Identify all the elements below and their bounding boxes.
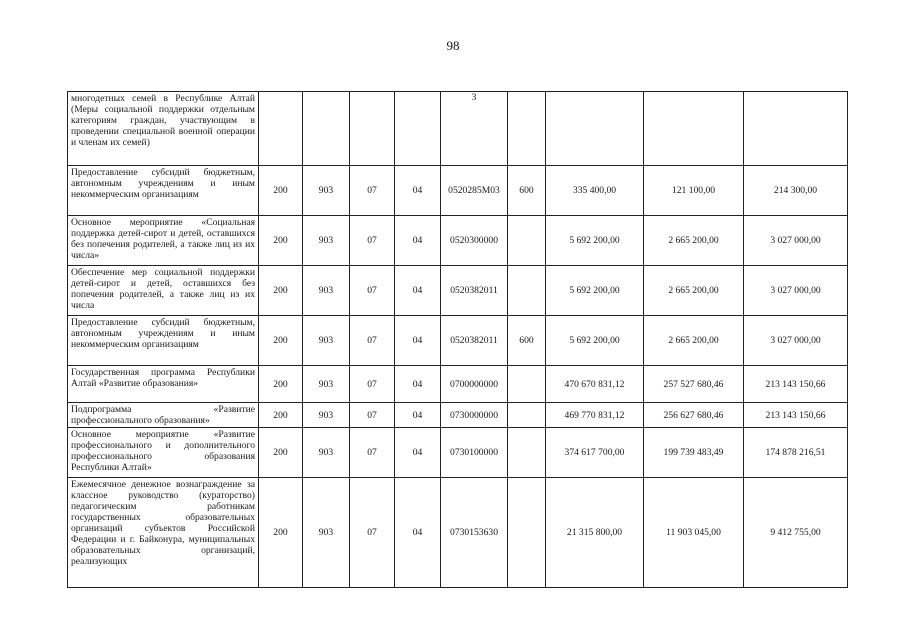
amount-year-2: 2 665 200,00	[644, 216, 744, 266]
subsection-code: 04	[395, 166, 441, 216]
target-code: 3	[441, 92, 508, 166]
amount-year-1	[546, 92, 644, 166]
amount-year-2: 257 527 680,46	[644, 366, 744, 403]
target-code: 0520382011	[441, 316, 508, 366]
amount-year-2: 256 627 680,46	[644, 403, 744, 428]
target-code: 0520382011	[441, 266, 508, 316]
amount-year-3: 213 143 150,66	[744, 366, 848, 403]
amount-year-1: 335 400,00	[546, 166, 644, 216]
amount-year-2: 121 100,00	[644, 166, 744, 216]
amount-year-1: 21 315 800,00	[546, 478, 644, 588]
subsection-code: 04	[395, 216, 441, 266]
amount-year-1: 470 670 831,12	[546, 366, 644, 403]
amount-year-1: 469 770 831,12	[546, 403, 644, 428]
amount-year-1: 5 692 200,00	[546, 216, 644, 266]
table-row	[68, 428, 848, 478]
section-code: 07	[350, 166, 395, 216]
expense-type	[508, 478, 546, 588]
section-code	[350, 92, 395, 166]
table-row	[68, 403, 848, 428]
amount-year-1: 5 692 200,00	[546, 266, 644, 316]
table-row	[68, 316, 848, 366]
expense-type: 600	[508, 316, 546, 366]
subsection-code: 04	[395, 316, 441, 366]
target-code: 0700000000	[441, 366, 508, 403]
section-code: 07	[350, 266, 395, 316]
section-code: 07	[350, 478, 395, 588]
page-number: 98	[446, 38, 460, 53]
admin-code: 200	[259, 403, 303, 428]
amount-year-3: 214 300,00	[744, 166, 848, 216]
ministry-code: 903	[303, 478, 350, 588]
row-name: Обеспечение мер социальной поддержки детей-сирот и детей, оставшихся без попечения родителей, а также лиц из их числа	[68, 266, 259, 316]
ministry-code: 903	[303, 266, 350, 316]
admin-code: 200	[259, 166, 303, 216]
amount-year-2: 2 665 200,00	[644, 266, 744, 316]
ministry-code: 903	[303, 216, 350, 266]
admin-code: 200	[259, 316, 303, 366]
admin-code: 200	[259, 366, 303, 403]
subsection-code: 04	[395, 403, 441, 428]
expense-type	[508, 366, 546, 403]
row-name: Основное мероприятие «Развитие профессионального и дополнительного профессионального образования Республики Алтай»	[68, 428, 259, 478]
amount-year-2: 11 903 045,00	[644, 478, 744, 588]
expense-type	[508, 216, 546, 266]
target-code: 0730153630	[441, 478, 508, 588]
section-code: 07	[350, 366, 395, 403]
amount-year-3: 9 412 755,00	[744, 478, 848, 588]
subsection-code: 04	[395, 366, 441, 403]
amount-year-3	[744, 92, 848, 166]
row-name: Предоставление субсидий бюджетным, автономным учреждениям и иным некоммерческим организациям	[68, 316, 259, 366]
admin-code	[259, 92, 303, 166]
section-code: 07	[350, 216, 395, 266]
row-name: Подпрограмма «Развитие профессионального образования»	[68, 403, 259, 428]
row-name: Ежемесячное денежное вознаграждение за классное руководство (кураторство) педагогическим работникам государственных образовательных организаций субъектов Российской Федерации и г. Байконура, муниципальных образовательных организаций, реализующих	[68, 478, 259, 588]
table-row	[68, 216, 848, 266]
ministry-code: 903	[303, 428, 350, 478]
table-row	[68, 166, 848, 216]
row-name: многодетных семей в Республике Алтай (Меры социальной поддержки отдельным категориям граждан, участвующим в проведении специальной военной операции и членам их семей)	[68, 92, 259, 166]
budget-table	[67, 91, 848, 588]
admin-code: 200	[259, 428, 303, 478]
ministry-code: 903	[303, 366, 350, 403]
ministry-code	[303, 92, 350, 166]
target-code: 0730000000	[441, 403, 508, 428]
amount-year-3: 3 027 000,00	[744, 216, 848, 266]
subsection-code	[395, 92, 441, 166]
amount-year-3: 213 143 150,66	[744, 403, 848, 428]
expense-type	[508, 92, 546, 166]
table-row	[68, 266, 848, 316]
ministry-code: 903	[303, 316, 350, 366]
amount-year-3: 3 027 000,00	[744, 266, 848, 316]
expense-type	[508, 266, 546, 316]
admin-code: 200	[259, 216, 303, 266]
row-name: Государственная программа Республики Алтай «Развитие образования»	[68, 366, 259, 403]
table-row	[68, 366, 848, 403]
subsection-code: 04	[395, 478, 441, 588]
row-name: Основное мероприятие «Социальная поддержка детей-сирот и детей, оставшихся без попечения родителей, а также лиц из их числа»	[68, 216, 259, 266]
section-code: 07	[350, 403, 395, 428]
ministry-code: 903	[303, 403, 350, 428]
expense-type	[508, 403, 546, 428]
subsection-code: 04	[395, 266, 441, 316]
amount-year-2: 2 665 200,00	[644, 316, 744, 366]
admin-code: 200	[259, 266, 303, 316]
section-code: 07	[350, 428, 395, 478]
amount-year-1: 374 617 700,00	[546, 428, 644, 478]
expense-type: 600	[508, 166, 546, 216]
amount-year-3: 174 878 216,51	[744, 428, 848, 478]
table-row	[68, 92, 848, 166]
admin-code: 200	[259, 478, 303, 588]
section-code: 07	[350, 316, 395, 366]
subsection-code: 04	[395, 428, 441, 478]
target-code: 0730100000	[441, 428, 508, 478]
amount-year-1: 5 692 200,00	[546, 316, 644, 366]
expense-type	[508, 428, 546, 478]
amount-year-2	[644, 92, 744, 166]
amount-year-3: 3 027 000,00	[744, 316, 848, 366]
target-code: 0520300000	[441, 216, 508, 266]
ministry-code: 903	[303, 166, 350, 216]
row-name: Предоставление субсидий бюджетным, автономным учреждениям и иным некоммерческим организациям	[68, 166, 259, 216]
amount-year-2: 199 739 483,49	[644, 428, 744, 478]
target-code: 0520285М03	[441, 166, 508, 216]
table-row	[68, 478, 848, 588]
